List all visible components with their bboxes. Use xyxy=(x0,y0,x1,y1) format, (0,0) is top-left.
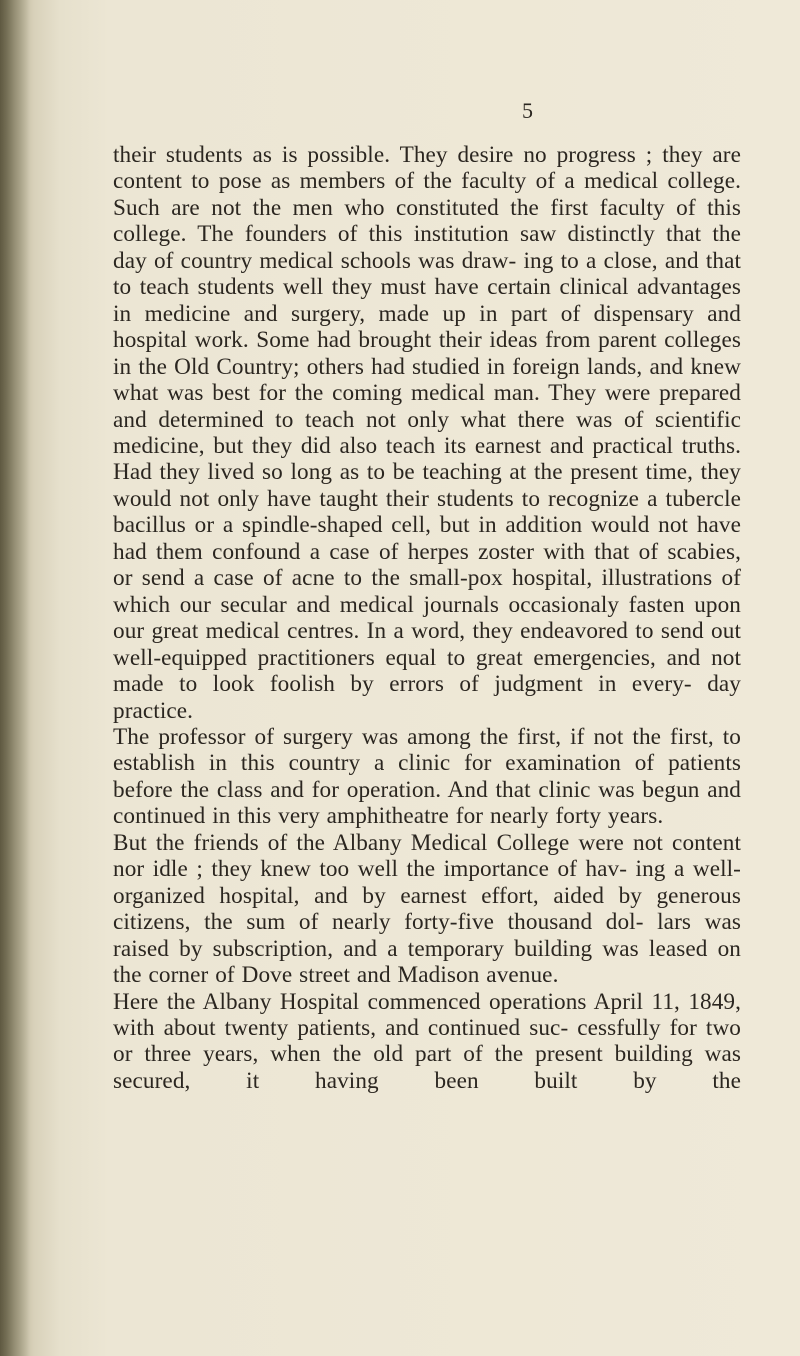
paragraph-1: their students as is possible. They desire no progress ; they are content to pose as members of the faculty of a medical college. Such are not the men who constituted the first faculty of this college. The founders of this institution saw distinctly that the day of country medical schools was draw- ing to a close, and that to teach students well they must have certain clinical advantages in medicine and surgery, made up in part of dispensary and hospital work. Some had brought their ideas from parent colleges in the Old Country; others had studied in foreign lands, and knew what was best for the coming medical man. They were prepared and determined to teach not only what there was of scientific medicine, but they did also teach its earnest and practical truths. Had they lived so long as to be teaching at the present time, they would not only have taught their students to recognize a tubercle bacillus or a spindle-shaped cell, but in addition would not have had them confound a case of herpes zoster with that of scabies, or send a case of acne to the small-pox hospital, illustrations of which our secular and medical journals occasionaly fasten upon our great medical centres. In a word, they endeavored to send out well-equipped practitioners equal to great emergencies, and not made to look foolish by errors of judgment in every- day practice. xyxy=(113,142,741,724)
page-number: 5 xyxy=(522,98,533,123)
body-text xyxy=(113,142,741,1094)
spine-shadow xyxy=(0,0,30,1356)
paragraph-4: Here the Albany Hospital commenced operations April 11, 1849, with about twenty patients, and continued suc- cessfully for two or three years, when the old part of the present building was secured, it having been built by the xyxy=(113,988,741,1094)
paragraph-3: But the friends of the Albany Medical College were not content nor idle ; they knew too well the importance of hav- ing a well-organized hospital, and by earnest effort, aided by generous citizens, the sum of nearly forty-five thousand dol- lars was raised by subscription, and a temporary building was leased on the corner of Dove street and Madison avenue. xyxy=(113,829,741,989)
paragraph-2: The professor of surgery was among the first, if not the first, to establish in this country a clinic for examination of patients before the class and for operation. And that clinic was begun and continued in this very amphitheatre for nearly forty years. xyxy=(113,723,741,830)
